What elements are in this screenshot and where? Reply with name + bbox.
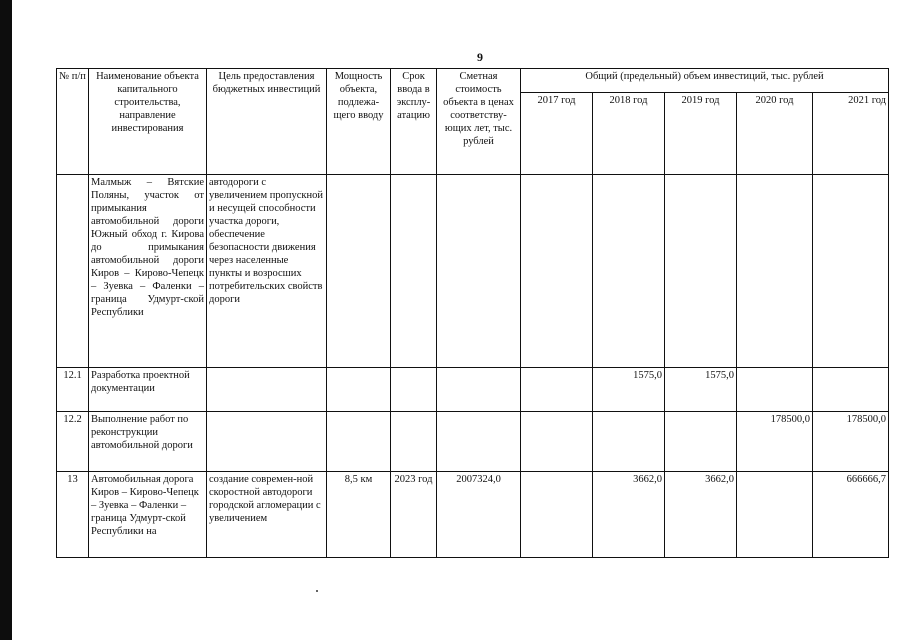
row-term: 2023 год (391, 472, 437, 558)
row-2019: 1575,0 (665, 368, 737, 412)
row-2018 (593, 412, 665, 472)
row-capacity (327, 412, 391, 472)
row-num: 12.1 (57, 368, 89, 412)
row-2019: 3662,0 (665, 472, 737, 558)
row-object: Малмыж – Вятские Поляны, участок от примыкания автомобильной дороги Южный обход г. Кирова до примыкания автомобильной дороги Киров – Кирово-Чепецк – Зуевка – Фаленки – граница Удмурт-ской Республики (89, 175, 207, 368)
scan-speck (316, 590, 318, 592)
row-2018 (593, 175, 665, 368)
row-2018: 3662,0 (593, 472, 665, 558)
row-object: Разработка проектной документации (89, 368, 207, 412)
header-num: № п/п (57, 69, 89, 175)
table-row (57, 412, 889, 472)
row-goal (207, 412, 327, 472)
header-year-2019: 2019 год (665, 93, 737, 175)
row-2017 (521, 368, 593, 412)
row-2021 (813, 368, 889, 412)
row-2017 (521, 412, 593, 472)
row-cost: 2007324,0 (437, 472, 521, 558)
row-capacity (327, 368, 391, 412)
header-year-2020: 2020 год (737, 93, 813, 175)
row-goal (207, 368, 327, 412)
investment-table (56, 68, 889, 558)
row-2017 (521, 472, 593, 558)
header-cost: Сметная стоимость объекта в ценах соответству-ющих лет, тыс. рублей (437, 69, 521, 175)
row-object: Автомобильная дорога Киров – Кирово-Чепецк – Зуевка – Фаленки – граница Удмурт-ской Республики на (89, 472, 207, 558)
row-num: 12.2 (57, 412, 89, 472)
row-cost (437, 368, 521, 412)
row-2020: 178500,0 (737, 412, 813, 472)
row-goal: автодороги с увеличением пропускной и несущей способности участка дороги, обеспечение безопасности движения через населенные пункты и возросших потребительских свойств дороги (207, 175, 327, 368)
row-term (391, 175, 437, 368)
row-term (391, 368, 437, 412)
header-capacity: Мощность объекта, подлежа-щего вводу (327, 69, 391, 175)
table-row (57, 368, 889, 412)
row-object: Выполнение работ по реконструкции автомобильной дороги (89, 412, 207, 472)
row-term (391, 412, 437, 472)
table-row (57, 472, 889, 558)
header-goal: Цель предоставления бюджетных инвестиций (207, 69, 327, 175)
row-2021: 178500,0 (813, 412, 889, 472)
header-term: Срок ввода в эксплу-атацию (391, 69, 437, 175)
header-year-2017: 2017 год (521, 93, 593, 175)
row-2020 (737, 175, 813, 368)
header-year-2018: 2018 год (593, 93, 665, 175)
row-2019 (665, 175, 737, 368)
row-2021: 666666,7 (813, 472, 889, 558)
header-object: Наименование объекта капитального строительства, направление инвестирования (89, 69, 207, 175)
row-capacity (327, 175, 391, 368)
row-capacity: 8,5 км (327, 472, 391, 558)
row-cost (437, 175, 521, 368)
row-num: 13 (57, 472, 89, 558)
row-2019 (665, 412, 737, 472)
row-goal: создание современ-ной скоростной автодороги городской агломерации с увеличением (207, 472, 327, 558)
row-num (57, 175, 89, 368)
scan-edge (0, 0, 12, 640)
page-number: 9 (477, 50, 483, 64)
row-2020 (737, 472, 813, 558)
row-2021 (813, 175, 889, 368)
row-2020 (737, 368, 813, 412)
header-investment-group: Общий (предельный) объем инвестиций, тыс. рублей (521, 69, 889, 93)
header-year-2021: 2021 год (813, 93, 889, 175)
row-2017 (521, 175, 593, 368)
table-row (57, 175, 889, 368)
row-2018: 1575,0 (593, 368, 665, 412)
row-cost (437, 412, 521, 472)
